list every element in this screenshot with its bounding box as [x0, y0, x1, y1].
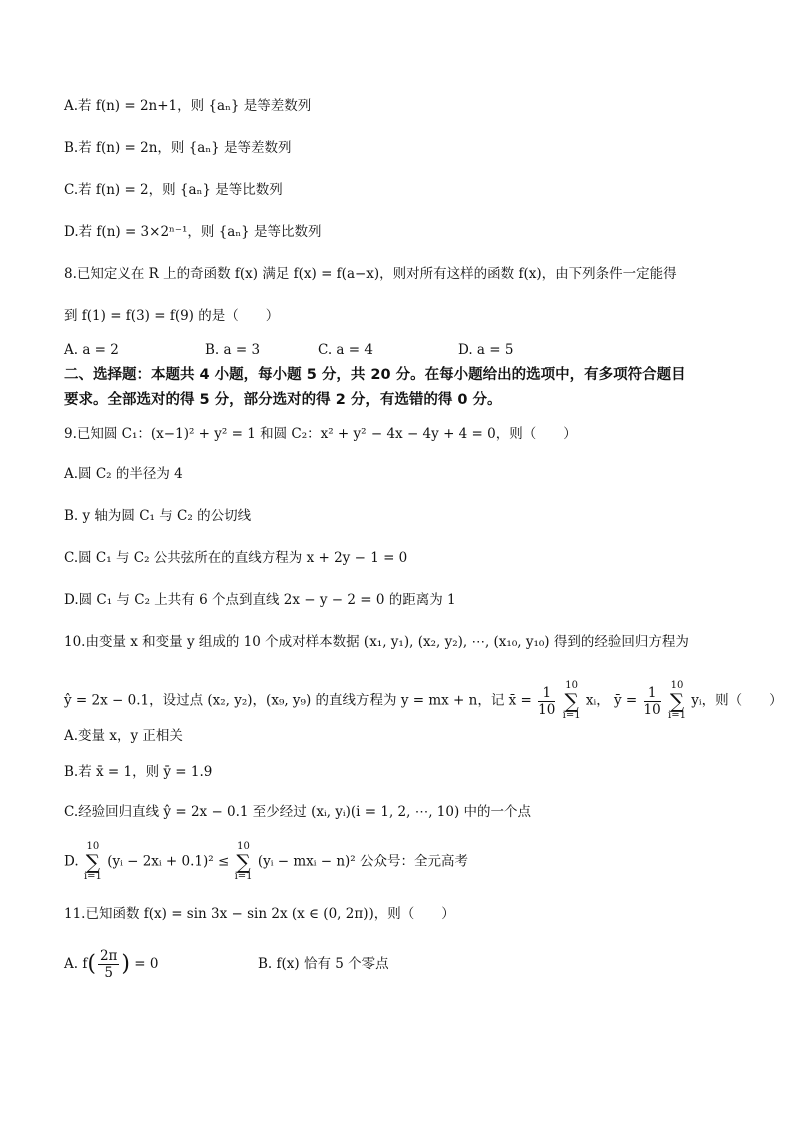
q10-fraction-2	[644, 685, 661, 718]
q9-option-c: C.圆 C₁ 与 C₂ 公共弦所在的直线方程为 x + 2y − 1 = 0	[64, 550, 408, 566]
q10-d-mid: (yᵢ − 2xᵢ + 0.1)² ≤	[107, 853, 230, 870]
q10-option-b: B.若 x̄ = 1，则 ȳ = 1.9	[64, 764, 213, 780]
sigma-symbol: ∑	[564, 689, 579, 713]
fraction-numerator: 1	[644, 685, 661, 702]
q9-option-a: A.圆 C₂ 的半径为 4	[64, 466, 183, 482]
fraction-numerator: 1	[538, 685, 555, 702]
fraction-denominator: 10	[538, 701, 556, 718]
left-paren: (	[87, 951, 96, 977]
sum-upper: 10	[670, 680, 684, 691]
q10-sum-1	[563, 681, 581, 721]
q11-option-b: B. f(x) 恰有 5 个零点	[258, 956, 389, 972]
q8-option-a: A. a = 2	[64, 342, 119, 358]
q10-option-d	[64, 842, 468, 882]
q7-option-c: C.若 f(n) = 2，则 {aₙ} 是等比数列	[64, 182, 283, 198]
q7-option-a: A.若 f(n) = 2n+1，则 {aₙ} 是等差数列	[64, 98, 312, 114]
sum-lower: i=1	[234, 871, 253, 882]
q7-option-d: D.若 f(n) = 3×2ⁿ⁻¹，则 {aₙ} 是等比数列	[64, 224, 322, 240]
q8-option-b: B. a = 3	[205, 342, 261, 358]
sum-upper: 10	[237, 841, 250, 852]
q11-option-a	[64, 944, 159, 985]
q11-a-pre: A. f	[64, 956, 88, 972]
q11-stem: 11.已知函数 f(x) = sin 3x − sin 2x (x ∈ (0, 2π))，则（ ）	[64, 906, 455, 922]
sigma-symbol: ∑	[669, 689, 685, 713]
q10-d-post: (yᵢ − mxᵢ − n)² 公众号：全元高考	[257, 853, 469, 870]
fraction-numerator: 2π	[99, 948, 118, 964]
q10-stem-line2	[64, 681, 783, 721]
q11-a-fraction	[98, 948, 119, 981]
q8-stem-line2: 到 f(1) = f(3) = f(9) 的是（ ）	[64, 308, 280, 324]
q8-stem-line1: 8.已知定义在 R 上的奇函数 f(x) 满足 f(x) = f(a−x)，则对所有这样的函数 f(x)，由下列条件一定能得	[64, 266, 677, 282]
sigma-symbol: ∑	[85, 850, 101, 874]
fraction-denominator: 5	[104, 965, 113, 981]
q9-option-b: B. y 轴为圆 C₁ 与 C₂ 的公切线	[64, 508, 252, 524]
sum-lower: i=1	[668, 710, 686, 721]
q11-a-post: = 0	[134, 956, 159, 972]
q8-option-c: C. a = 4	[318, 342, 373, 358]
q10-d-sum-2	[235, 842, 253, 882]
fraction-denominator: 10	[643, 701, 661, 718]
sum-upper: 10	[86, 841, 100, 852]
section2-heading-line2: 要求。全部选对的得 5 分，部分选对的得 2 分，有选错的得 0 分。	[64, 392, 502, 408]
sum-lower: i=1	[83, 871, 102, 882]
q10-stem2-pre: ŷ = 2x − 0.1，设过点 (x₂, y₂)，(x₉, y₉) 的直线方程为 y = mx + n，记 x̄ =	[64, 692, 532, 709]
q10-stem2-post: yᵢ，则（ ）	[691, 692, 783, 709]
q10-d-sum-1	[84, 842, 102, 882]
q10-stem-line1: 10.由变量 x 和变量 y 组成的 10 个成对样本数据 (x₁, y₁), (x₂, y₂), ⋯, (x₁₀, y₁₀) 得到的经验回归方程为	[64, 634, 689, 650]
sigma-symbol: ∑	[236, 850, 251, 874]
right-paren: )	[121, 951, 130, 977]
q10-option-a: A.变量 x，y 正相关	[64, 728, 183, 744]
q10-stem2-mid: xᵢ， ȳ =	[585, 692, 638, 709]
q10-fraction-1	[538, 685, 555, 718]
q9-stem: 9.已知圆 C₁：(x−1)² + y² = 1 和圆 C₂：x² + y² − 4x − 4y + 4 = 0，则（ ）	[64, 426, 577, 442]
sum-lower: i=1	[562, 710, 581, 721]
q7-option-b: B.若 f(n) = 2n，则 {aₙ} 是等差数列	[64, 140, 292, 156]
q10-option-c: C.经验回归直线 ŷ = 2x − 0.1 至少经过 (xᵢ, yᵢ)(i = 1, 2, ⋯, 10) 中的一个点	[64, 804, 532, 820]
section2-heading-line1: 二、选择题：本题共 4 小题，每小题 5 分，共 20 分。在每小题给出的选项中，有多项符合题目	[64, 367, 686, 383]
q9-option-d: D.圆 C₁ 与 C₂ 上共有 6 个点到直线 2x − y − 2 = 0 的距离为 1	[64, 592, 456, 608]
q10-sum-2	[668, 681, 686, 721]
q8-option-d: D. a = 5	[458, 342, 514, 358]
q10-d-pre: D.	[64, 853, 79, 870]
sum-upper: 10	[565, 680, 578, 691]
